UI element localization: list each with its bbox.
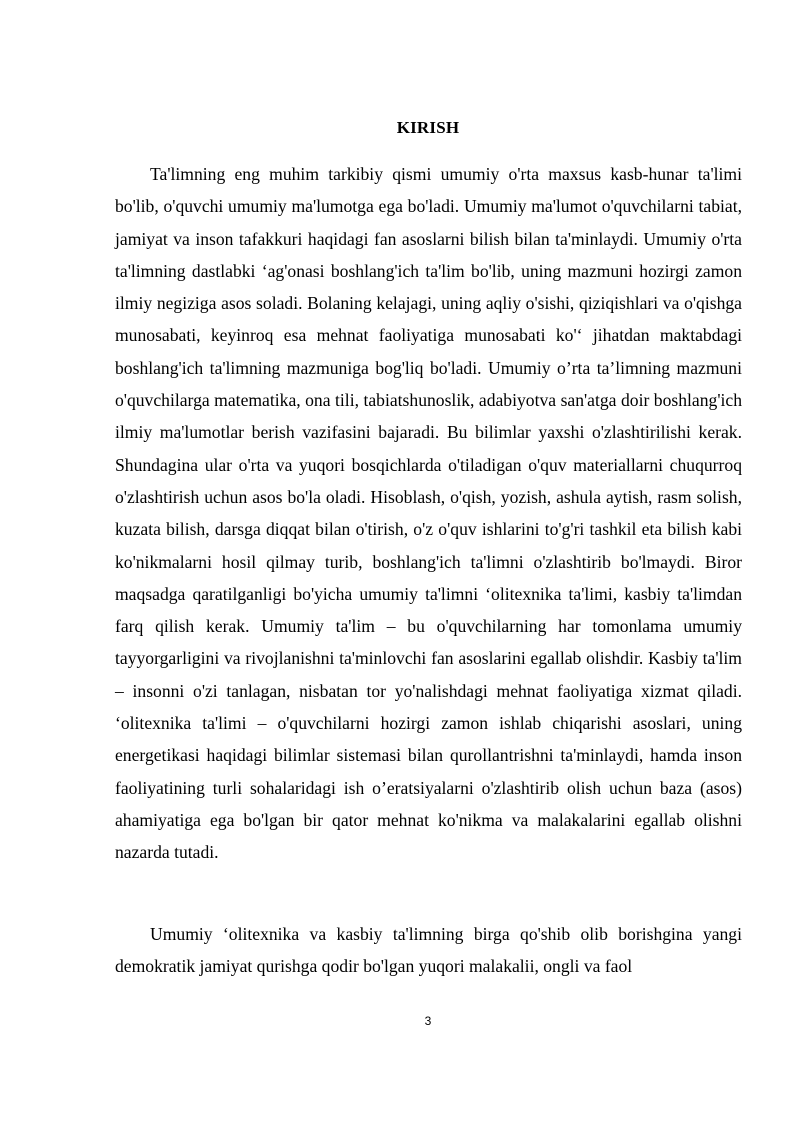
paragraph: Umumiy ‘olitexnika va kasbiy ta'limning birga qo'shib olib borishgina yangi demokratik jamiyat qurishga qodir bo'lgan yuqori malakalii, ongli va faol: [115, 924, 742, 977]
paragraph-block-2: [115, 918, 742, 983]
paragraph-block-1: [115, 158, 742, 869]
paragraph: Ta'limning eng muhim tarkibiy qismi umumiy o'rta maxsus kasb-hunar ta'limi bo'lib, o'quvchi umumiy ma'lumotga ega bo'ladi. Umumiy ma'lumot o'quvchilarni tabiat, jamiyat va inson tafakkuri haqidagi fan asoslarni bilish bilan ta'minlaydi. Umumiy o'rta ta'limning dastlabki ‘ag'onasi boshlang'ich ta'lim bo'lib, uning mazmuni hozirgi zamon ilmiy negiziga asos soladi. Bolaning kelajagi, uning aqliy o'sishi, qiziqishlari va o'qishga munosabati, keyinroq esa mehnat faoliyatiga munosabati ko'‘ jihatdan maktabdagi boshlang'ich ta'limning mazmuniga bog'liq bo'ladi. Umumiy o’rta ta’limning mazmuni o'quvchilarga matematika, ona tili, tabiatshunoslik, adabiyotva san'atga doir boshlang'ich ilmiy ma'lumotlar berish vazifasini bajaradi. Bu bilimlar yaxshi o'zlashtirilishi kerak. Shundagina ular o'rta va yuqori bosqichlarda o'tiladigan o'quv materiallarni chuqurroq o'zlashtirish uchun asos bo'la oladi. Hisoblash, o'qish, yozish, ashula aytish, rasm solish, kuzata bilish, darsga diqqat bilan o'tirish, o'z o'quv ishlarini to'g'ri tashkil eta bilish kabi ko'nikmalarni hosil qilmay turib, boshlang'ich ta'limni o'zlashtirib bo'lmaydi. Biror maqsadga qaratilganligi bo'yicha umumiy ta'limni ‘olitexnika ta'limi, kasbiy ta'limdan farq qilish kerak. Umumiy ta'lim – bu o'quvchilarning har tomonlama umumiy tayyorgarligini va rivojlanishni ta'minlovchi fan asoslarini egallab olishdir. Kasbiy ta'lim – insonni o'zi tanlagan, nisbatan tor yo'nalishdagi mehnat faoliyatiga xizmat qiladi. ‘olitexnika ta'limi – o'quvchilarni hozirgi zamon ishlab chiqarishi asoslari, uning energetikasi haqidagi bilimlar sistemasi bilan qurollantrishni ta'minlaydi, hamda inson faoliyatining turli sohalaridagi ish o’eratsiyalarni o'zlashtirib olish uchun baza (asos) ahamiyatiga ega bo'lgan bir qator mehnat ko'nikma va malakalarini egallab olishni nazarda tutadi.: [115, 164, 742, 863]
section-heading: KIRISH: [396, 118, 460, 137]
page-number: 3: [424, 1014, 432, 1028]
